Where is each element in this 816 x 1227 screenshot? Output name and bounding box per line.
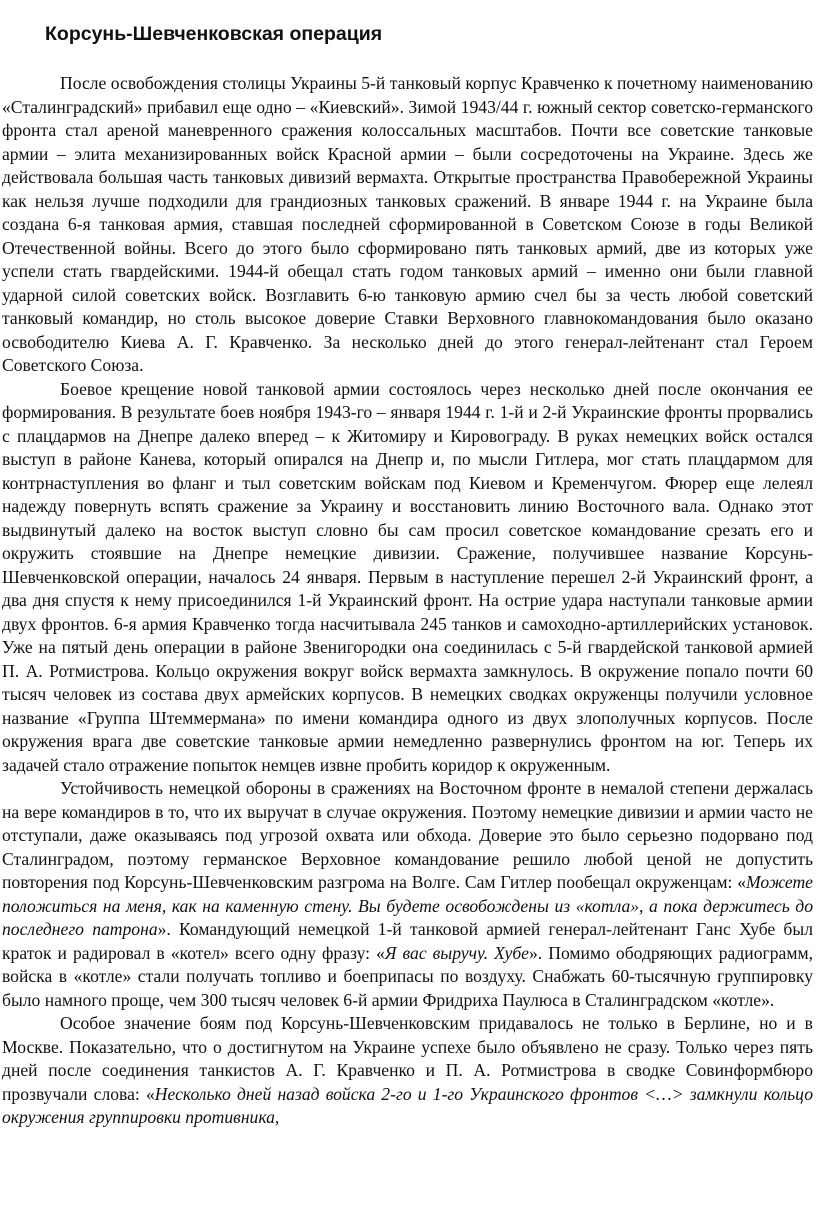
document-title: Корсунь-Шевченковская операция <box>45 23 383 45</box>
paragraph-text: После освобождения столицы Украины 5-й танковый корпус Кравченко к почетному наименованию «Сталинградский» прибавил еще одно – «Киевский». Зимой 1943/44 г. южный сектор советско-германского фронта стал ареной маневренного сражения колоссальных масштабов. Почти все советские танковые армии – элита механизированных войск Красной армии – были сосредоточены на Украине. Здесь же действовала большая часть танковых дивизий вермахта. Открытые пространства Правобережной Украины как нельзя лучше подходили для грандиозных танковых сражений. В январе 1944 г. на Украине была создана 6-я танковая армия, ставшая последней сформированной в Советском Союзе в годы Великой Отечественной войны. Всего до этого было сформировано пять танковых армий, две из которых уже успели стать гвардейскими. 1944-й обещал стать годом танковых армий – именно они были главной ударной силой советских войск. Возглавить 6-ю танковую армию счел бы за честь любой советский танковый командир, но столь высокое доверие Ставки Верховного главнокомандования было оказано освободителю Киева А. Г. Кравченко. За несколько дней до этого генерал-лейтенант стал Героем Советского Союза. <box>2 73 813 375</box>
document-body <box>2 72 813 1130</box>
paragraph-text: Устойчивость немецкой обороны в сражениях на Восточном фронте в немалой степени держалась на вере командиров в то, что их выручат в случае окружения. Поэтому немецкие дивизии и армии часто не отступали, даже оказываясь под угрозой охвата или обхода. Доверие это было серьезно подорвано под Сталинградом, поэтому германское Верховное командование решило любой ценой не допустить повторения под Корсунь-Шевченковским разгрома на Волге. Сам Гитлер пообещал окруженцам: « <box>2 778 813 892</box>
paragraph-text: Боевое крещение новой танковой армии состоялось через несколько дней после окончания ее формирования. В результате боев ноября 1943-го – января 1944 г. 1-й и 2-й Украинские фронты прорвались с плацдармов на Днепре далеко вперед – к Житомиру и Кировограду. В руках немецких войск остался выступ в районе Канева, который опирался на Днепр и, по мысли Гитлера, мог стать плацдармом для контрнаступления во фланг и тыл советским войскам под Киевом и Кременчугом. Фюрер еще лелеял надежду повернуть вспять сражение за Украину и восстановить линию Восточного вала. Однако этот выдвинутый далеко на восток выступ словно бы сам просил советское командование срезать его и окружить стоявшие на Днепре немецкие дивизии. Сражение, получившее название Корсунь-Шевченковской операции, началось 24 января. Первым в наступление перешел 2-й Украинский фронт, а два дня спустя к нему присоединился 1-й Украинский фронт. На острие удара наступали танковые армии двух фронтов. 6-я армия Кравченко тогда насчитывала 245 танков и самоходно-артиллерийских установок. Уже на пятый день операции в районе Звенигородки она соединилась с 5-й гвардейской танковой армией П. А. Ротмистрова. Кольцо окружения вокруг войск вермахта замкнулось. В окружение попало почти 60 тысяч человек из состава двух армейских корпусов. В немецких сводках окруженцы получили условное название «Группа Штеммермана» по имени командира одного из двух злополучных корпусов. После окружения врага две советские танковые армии немедленно развернулись фронтом на юг. Теперь их задачей стало отражение попыток немцев извне пробить коридор к окруженным. <box>2 378 813 775</box>
body-paragraph <box>2 777 813 1012</box>
body-paragraph <box>2 378 813 778</box>
quote-text: Я вас выручу. Хубе <box>384 942 529 963</box>
paragraph-text: ». Помимо ободряющих радиограмм, войска в «котле» стали получать топливо и боеприпасы по воздуху. Снабжать 60-тысячную группировку было намного проще, чем 300 тысяч человек 6-й армии Фридриха Паулюса в Сталинградском «котле». <box>2 942 813 1010</box>
paragraph-text: ». Командующий немецкой 1-й танковой армией генерал-лейтенант Ганс Хубе был краток и радировал в «котел» всего одну фразу: « <box>2 919 813 963</box>
quote-text: Можете положиться на меня, как на каменную стену. Вы будете освобождены из «котла», а пока держитесь до последнего патрона <box>2 872 813 939</box>
body-paragraph <box>2 1012 813 1130</box>
paragraph-text: Особое значение боям под Корсунь-Шевченковским придавалось не только в Берлине, но и в Москве. Показательно, что о достигнутом на Украине успехе было объявлено не сразу. Только через пять дней после соединения танкистов А. Г. Кравченко и П. А. Ротмистрова в сводке Совинформбюро прозвучали слова: « <box>2 1013 813 1104</box>
quote-text: Несколько дней назад войска 2-го и 1-го Украинского фронтов <…> замкнули кольцо окружения группировки противника, <box>2 1083 813 1127</box>
body-paragraph <box>2 72 813 378</box>
